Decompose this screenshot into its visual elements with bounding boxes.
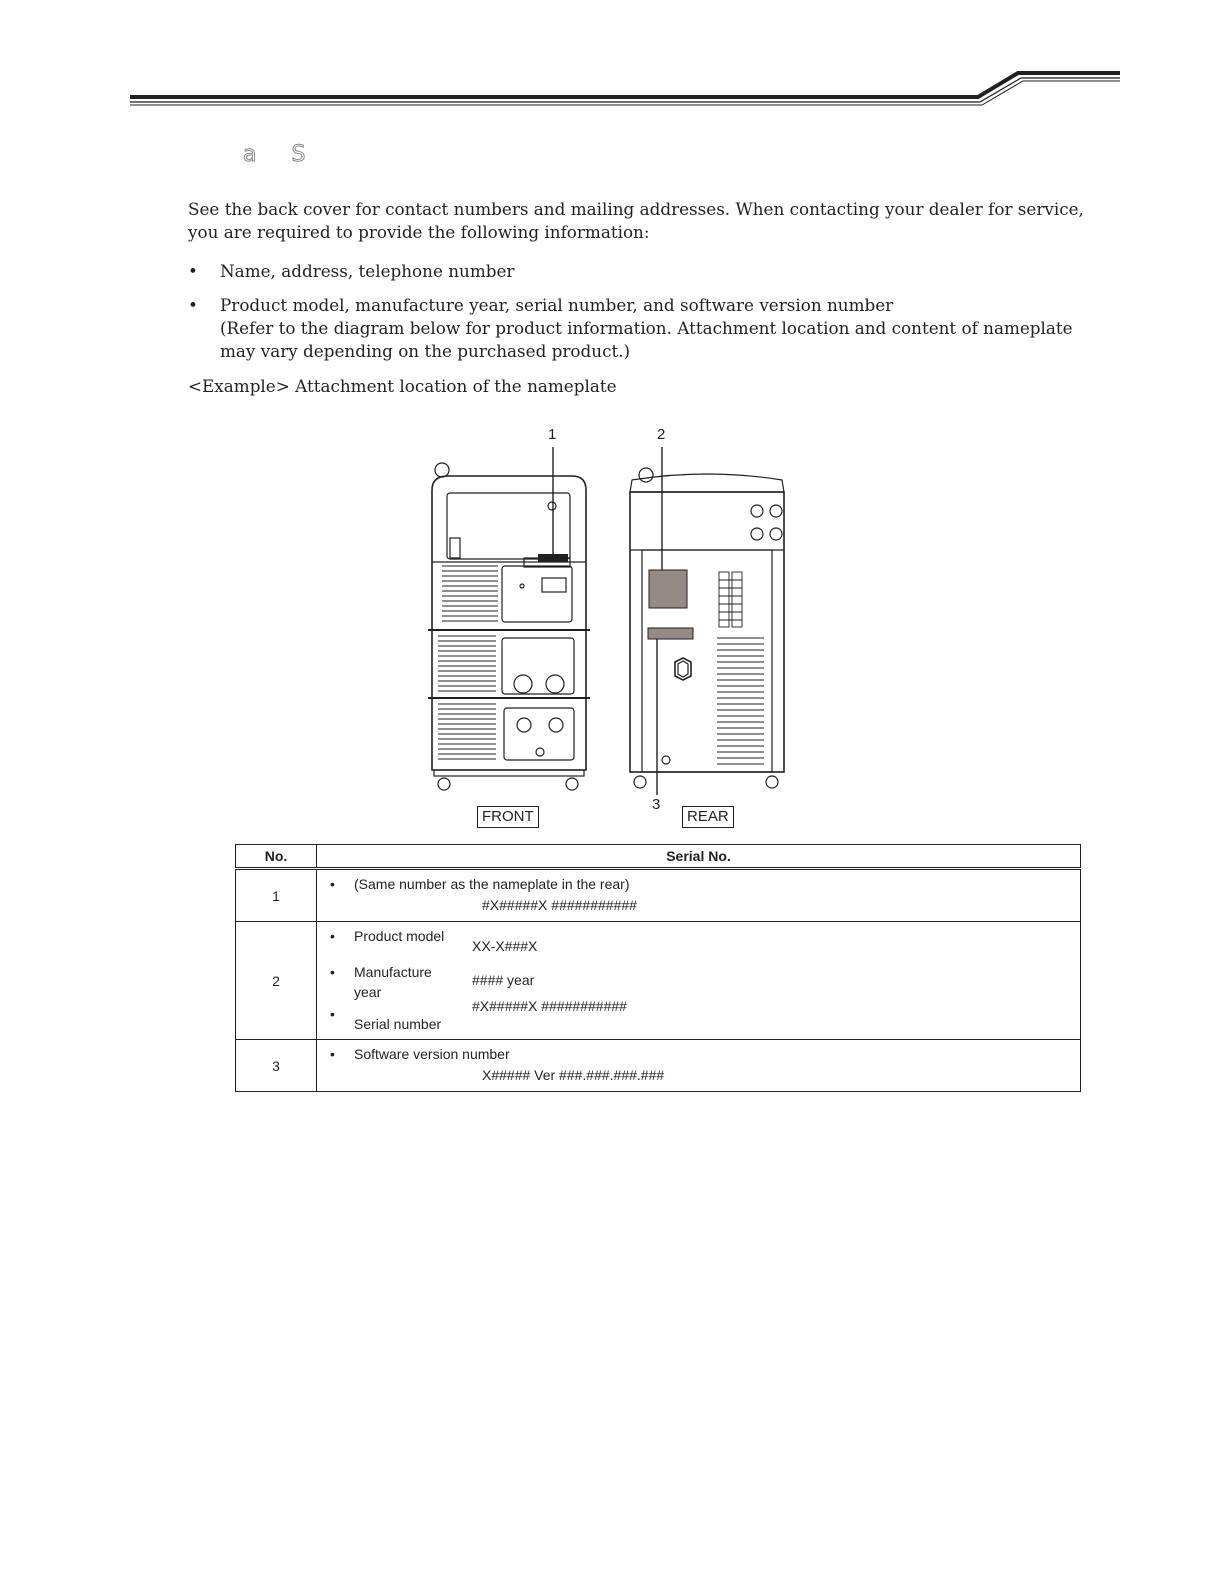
row-number: 1 — [236, 869, 317, 922]
list-item — [188, 260, 1088, 283]
front-unit-drawing — [428, 463, 590, 790]
heading-glyph-2: S — [291, 142, 307, 167]
list-item — [188, 294, 1088, 363]
callout-1: 1 — [548, 426, 557, 443]
table-row — [236, 922, 1081, 1040]
example-caption: <Example> Attachment location of the nameplate — [188, 376, 617, 396]
item-label: Software version number — [354, 1046, 510, 1062]
bullet-icon: • — [188, 261, 198, 281]
item-label: Product model — [354, 928, 445, 944]
item-value: #### year — [472, 972, 535, 988]
callout-3: 3 — [652, 796, 661, 813]
bullet-icon: • — [330, 928, 335, 944]
info-list — [188, 260, 1088, 374]
table-header-row — [236, 845, 1081, 869]
bullet-icon: • — [330, 1046, 335, 1062]
item-label: (Same number as the nameplate in the rear) — [354, 876, 630, 892]
front-nameplate-1 — [538, 554, 568, 562]
column-header-no: No. — [236, 845, 317, 869]
bullet-icon: • — [330, 964, 335, 980]
item-value: #X#####X ########### — [472, 998, 627, 1014]
section-heading — [243, 142, 340, 167]
row-number: 2 — [236, 922, 317, 1040]
bullet-icon: • — [330, 1006, 335, 1022]
item-label: Serial number — [354, 1016, 442, 1032]
row-content — [317, 869, 1081, 922]
rear-nameplate-2 — [649, 570, 687, 608]
nameplate-figure — [420, 420, 800, 840]
serial-number-table — [235, 844, 1081, 1092]
row-content — [317, 1040, 1081, 1092]
item-label: Manufacture year — [354, 964, 432, 1000]
front-label: FRONT — [477, 806, 539, 828]
equipment-drawing — [420, 420, 800, 840]
list-item-text: Name, address, telephone number — [220, 261, 515, 281]
column-header-serial: Serial No. — [317, 845, 1081, 869]
list-item-note: (Refer to the diagram below for product information. Attachment location and content of nameplate may vary depending on the purchased product.) — [220, 318, 1073, 361]
intro-paragraph: See the back cover for contact numbers and mailing addresses. When contacting your dealer for service, you are required to provide the following information: — [188, 199, 1084, 242]
table-row — [236, 869, 1081, 922]
list-item-text: Product model, manufacture year, serial number, and software version number — [220, 295, 894, 315]
table-row — [236, 1040, 1081, 1092]
header-rule — [0, 0, 1225, 120]
row-content — [317, 922, 1081, 1040]
item-value: XX-X###X — [472, 938, 538, 954]
rear-label: REAR — [682, 806, 734, 828]
heading-glyph-1: a — [243, 142, 258, 167]
callout-2: 2 — [657, 426, 666, 443]
rear-nameplate-3 — [648, 628, 693, 639]
row-number: 3 — [236, 1040, 317, 1092]
item-value: X##### Ver ###.###.###.### — [482, 1067, 665, 1083]
bullet-icon: • — [330, 876, 335, 892]
item-value: #X#####X ########### — [482, 897, 637, 913]
bullet-icon: • — [188, 295, 198, 315]
